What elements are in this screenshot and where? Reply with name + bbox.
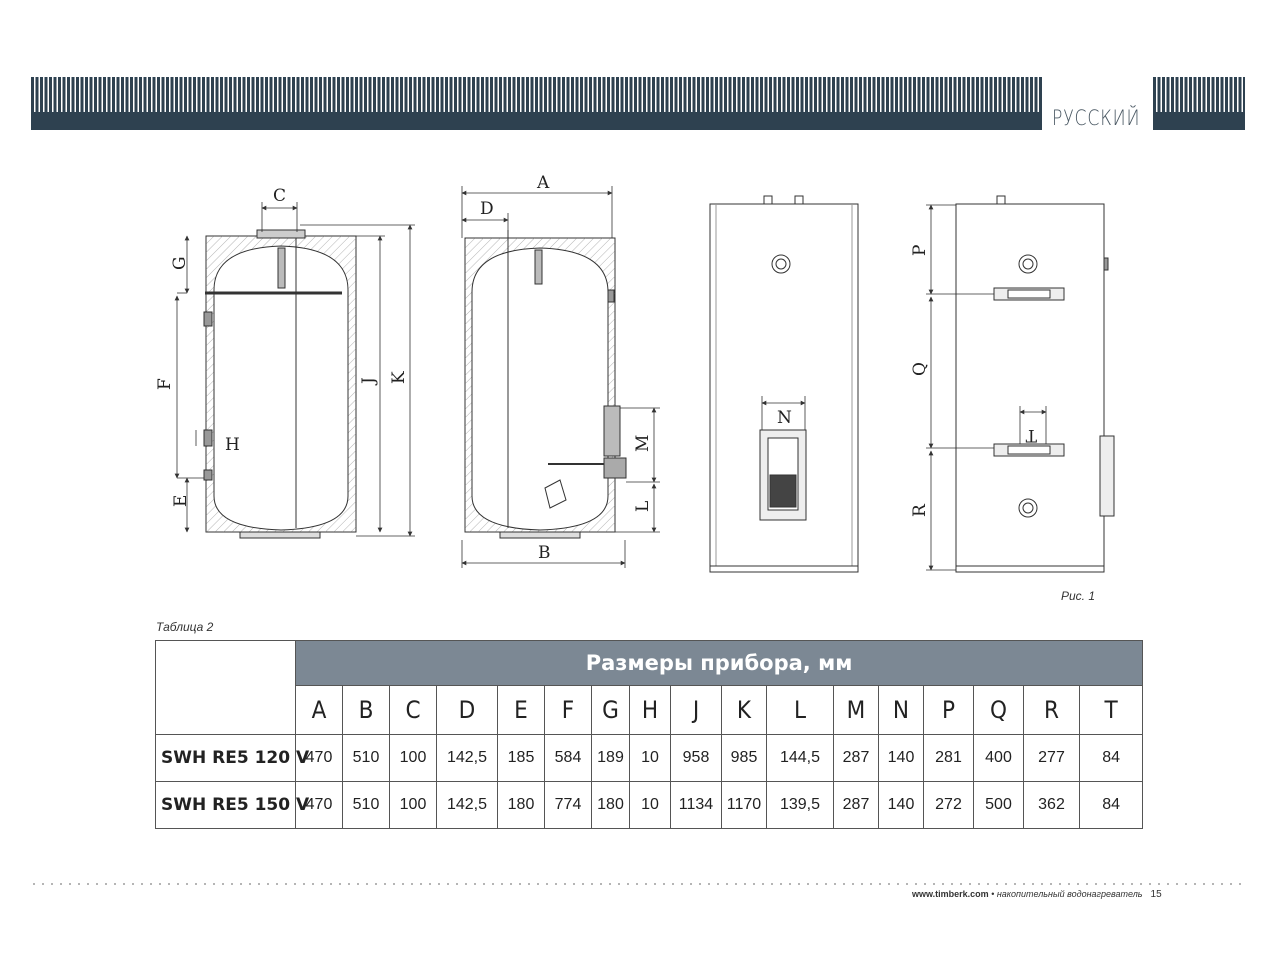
- table-cell: 84: [1080, 735, 1143, 782]
- dim-label-h: H: [225, 435, 240, 455]
- table-cell: 140: [879, 782, 924, 829]
- dim-label-p: P: [910, 244, 930, 256]
- table-cell: 189: [592, 735, 630, 782]
- figure-caption: Рис. 1: [1061, 589, 1096, 603]
- table-cell: 958: [671, 735, 722, 782]
- language-label: РУССКИЙ: [1052, 106, 1141, 130]
- table-cell: 84: [1080, 782, 1143, 829]
- table-row: [156, 735, 1143, 782]
- table-caption: Таблица 2: [156, 620, 214, 634]
- table-cell: 185: [498, 735, 545, 782]
- column-header: H: [630, 686, 671, 735]
- section-view-1: [204, 230, 356, 538]
- table-cell: 400: [974, 735, 1024, 782]
- column-header: R: [1024, 686, 1080, 735]
- table-corner-cell: [156, 641, 296, 735]
- dim-label-j: J: [359, 377, 379, 384]
- column-header: A: [296, 686, 343, 735]
- footer-divider: [33, 883, 1245, 885]
- column-header: E: [498, 686, 545, 735]
- dim-label-g: G: [170, 256, 190, 270]
- table-row: [156, 782, 1143, 829]
- dim-label-q: Q: [910, 362, 930, 376]
- footer-subtitle: накопительный водонагреватель: [996, 889, 1143, 899]
- footer-site: www.timberk.com: [912, 889, 989, 899]
- dim-label-l: L: [633, 500, 653, 512]
- dim-label-t: T: [1025, 425, 1037, 445]
- table-cell: 287: [834, 782, 879, 829]
- dim-label-f: F: [155, 378, 175, 390]
- column-header: J: [671, 686, 722, 735]
- dim-label-m: M: [633, 434, 653, 452]
- column-header: M: [834, 686, 879, 735]
- table-cell: 277: [1024, 735, 1080, 782]
- table-cell: 142,5: [437, 735, 498, 782]
- table-cell: 1170: [722, 782, 767, 829]
- table-cell: 510: [343, 735, 390, 782]
- table-cell: 362: [1024, 782, 1080, 829]
- column-header: T: [1080, 686, 1143, 735]
- table-cell: 180: [498, 782, 545, 829]
- table-cell: 140: [879, 735, 924, 782]
- table-cell: 272: [924, 782, 974, 829]
- section-view-2: [465, 230, 626, 538]
- dim-label-k: K: [389, 371, 409, 384]
- column-header: L: [767, 686, 834, 735]
- dim-label-e: E: [171, 494, 191, 507]
- table-cell: 510: [343, 782, 390, 829]
- model-name: SWH RE5 150 V: [156, 782, 296, 829]
- table-cell: 281: [924, 735, 974, 782]
- dim-label-a: A: [537, 173, 550, 193]
- dim-label-d: D: [480, 199, 494, 219]
- dimensions-table: [155, 640, 1143, 829]
- footer: [912, 889, 1162, 900]
- table-cell: 985: [722, 735, 767, 782]
- table-cell: 180: [592, 782, 630, 829]
- table-cell: 470: [296, 782, 343, 829]
- table-cell: 100: [390, 782, 437, 829]
- column-header: Q: [974, 686, 1024, 735]
- column-header: G: [592, 686, 630, 735]
- table-cell: 100: [390, 735, 437, 782]
- dim-label-b: B: [538, 543, 551, 563]
- table-cell: 500: [974, 782, 1024, 829]
- table-cell: 1134: [671, 782, 722, 829]
- table-cell: 774: [545, 782, 592, 829]
- table-cell: 142,5: [437, 782, 498, 829]
- table-title: Размеры прибора, мм: [296, 641, 1143, 686]
- side-view: [956, 196, 1114, 572]
- model-name: SWH RE5 120 V: [156, 735, 296, 782]
- table-cell: 287: [834, 735, 879, 782]
- footer-separator: •: [988, 889, 997, 899]
- table-cell: 470: [296, 735, 343, 782]
- column-header: K: [722, 686, 767, 735]
- dim-label-c: C: [273, 186, 287, 206]
- table-cell: 584: [545, 735, 592, 782]
- front-view: [710, 196, 858, 572]
- column-header: C: [390, 686, 437, 735]
- column-header: B: [343, 686, 390, 735]
- column-header: N: [879, 686, 924, 735]
- table-cell: 10: [630, 735, 671, 782]
- side-view-dimensions: [926, 205, 1046, 570]
- column-header: F: [545, 686, 592, 735]
- table-header-row: [156, 686, 1143, 735]
- table-cell: 10: [630, 782, 671, 829]
- column-header: P: [924, 686, 974, 735]
- page-number: 15: [1150, 889, 1162, 900]
- dim-label-n: N: [777, 408, 792, 428]
- table-cell: 139,5: [767, 782, 834, 829]
- table-cell: 144,5: [767, 735, 834, 782]
- column-header: D: [437, 686, 498, 735]
- dim-label-r: R: [910, 504, 930, 517]
